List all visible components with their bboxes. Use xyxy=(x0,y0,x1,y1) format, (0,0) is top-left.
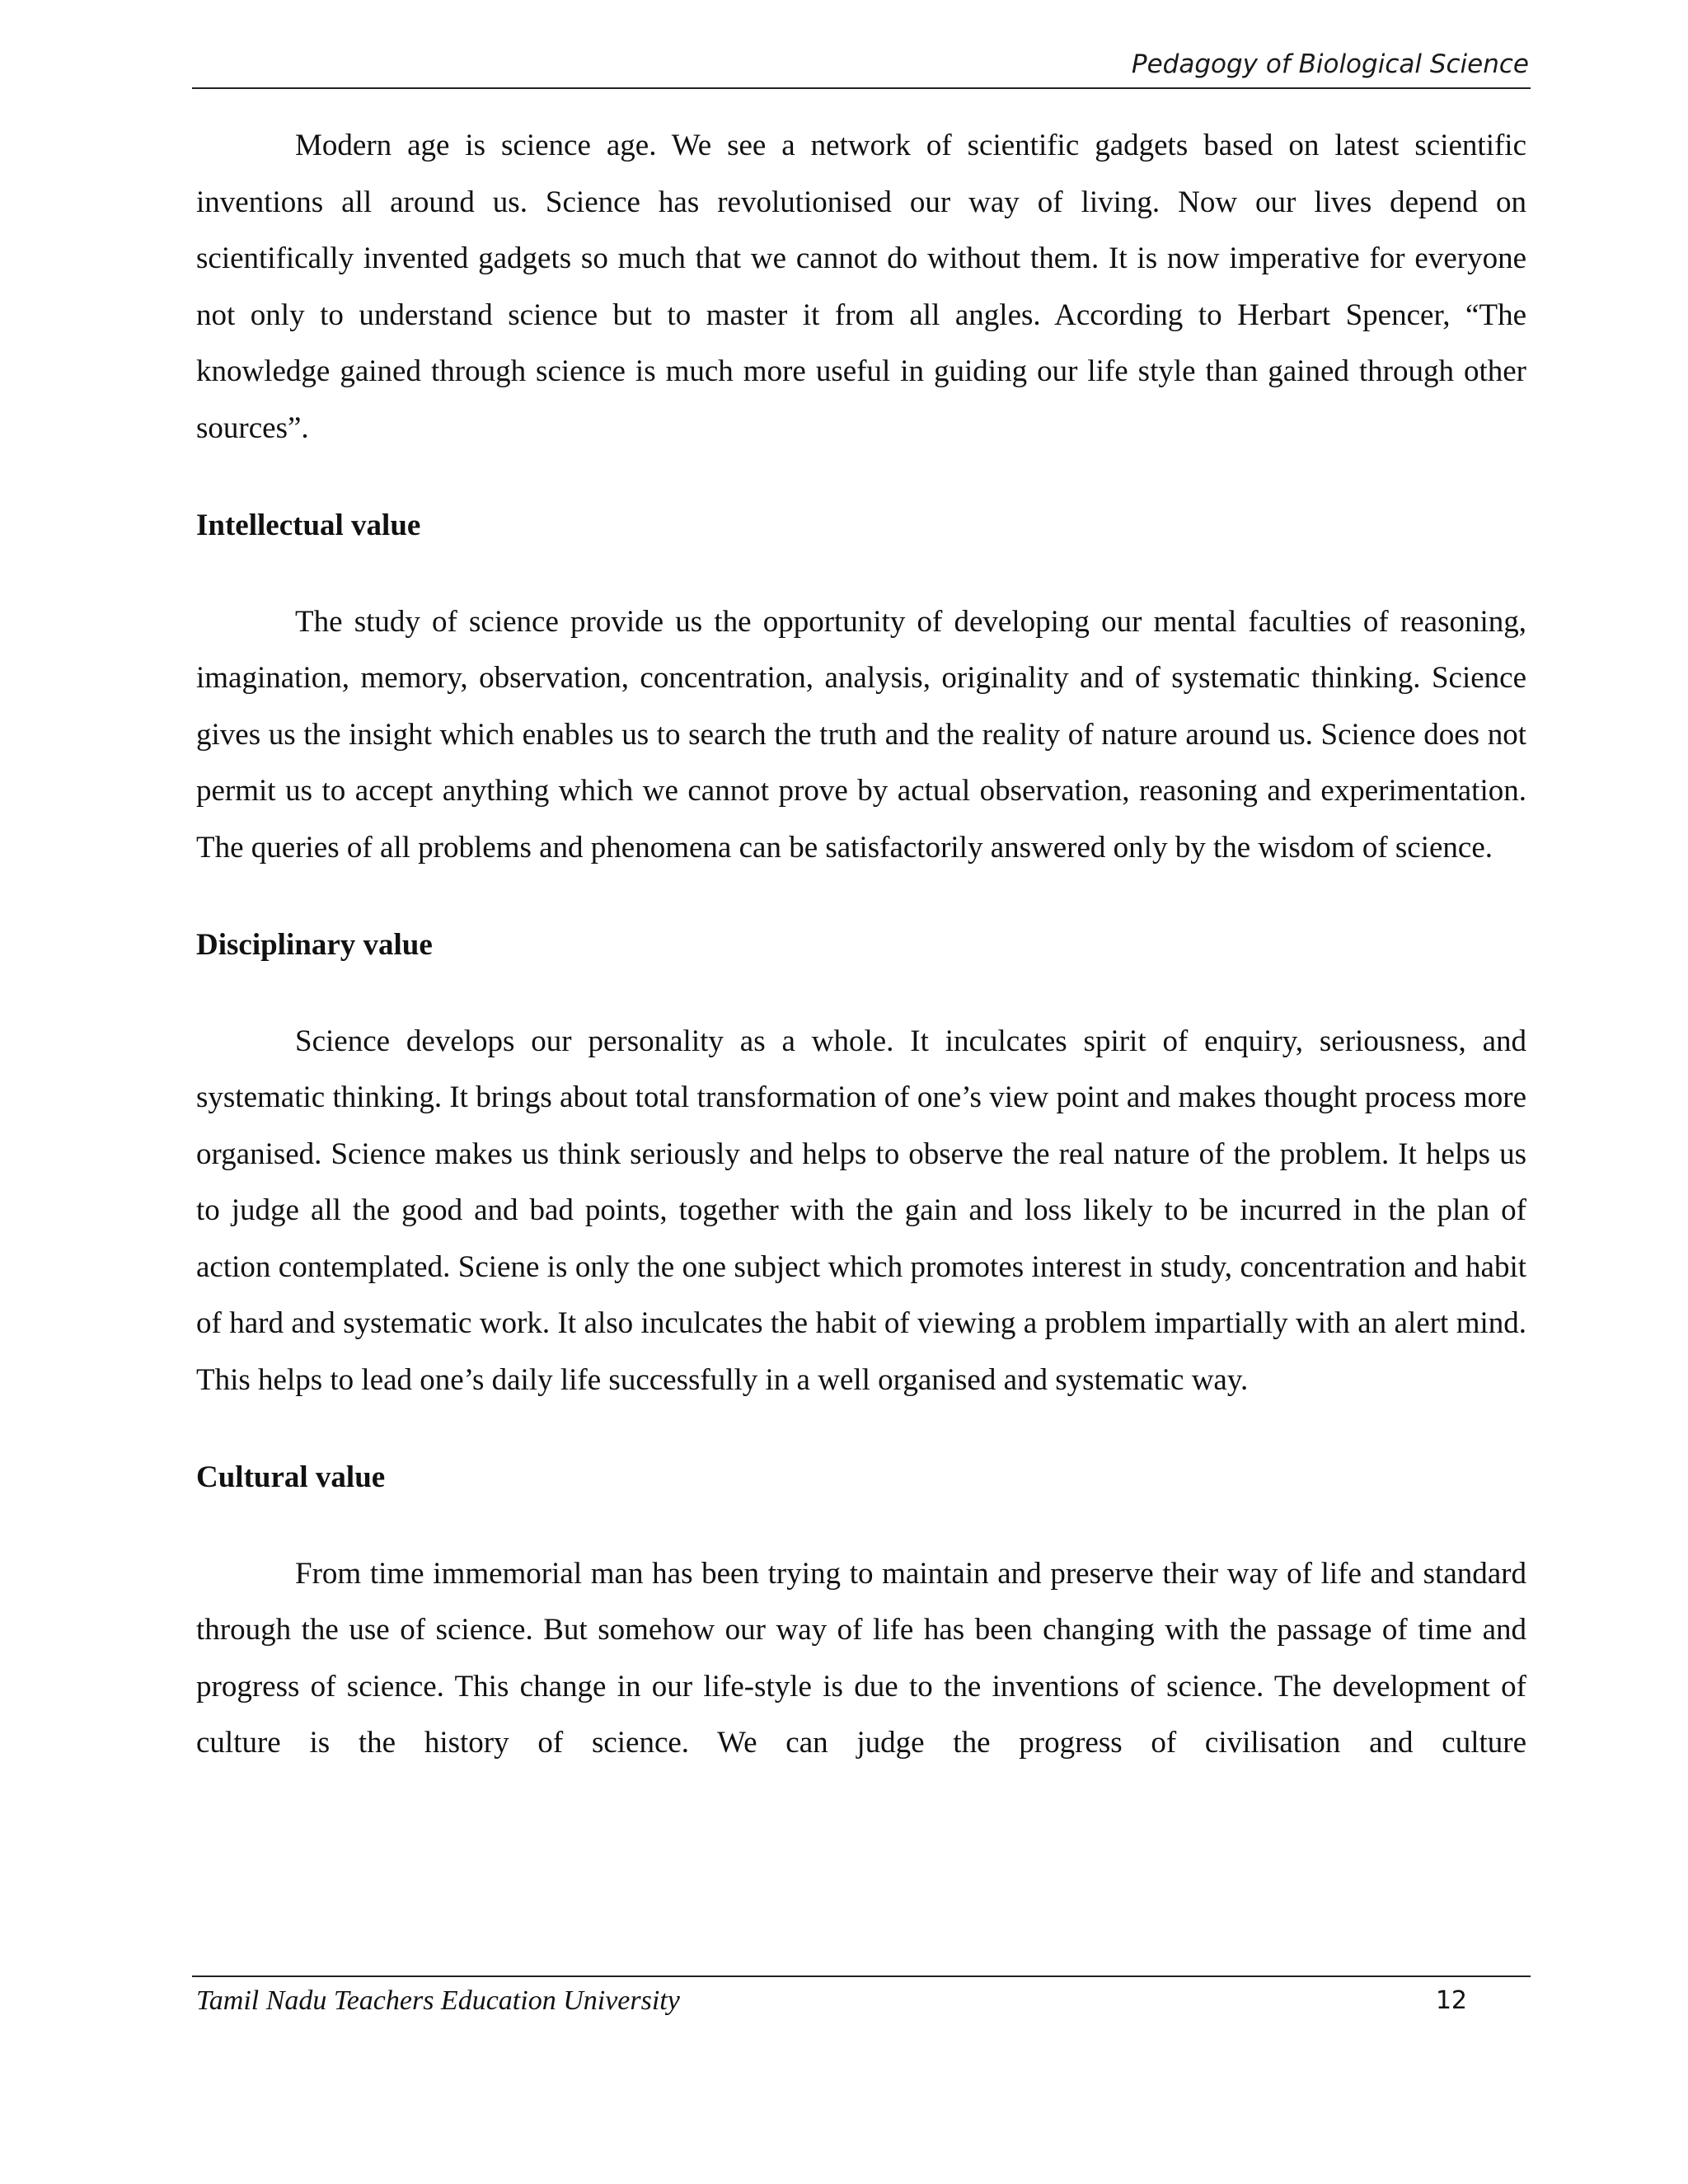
section-paragraph-intellectual: The study of science provide us the opportunity of developing our mental faculties of reasoning, imagination, memory, observation, concentration, analysis, originality and of systematic thinking. Science gives us the insight which enables us to search the truth and the reality of nature around us. Science does not permit us to accept anything which we cannot prove by actual observation, reasoning and experimentation. The queries of all problems and phenomena can be satisfactorily answered only by the wisdom of science. xyxy=(196,604,1526,865)
intro-paragraph: Modern age is science age. We see a network of scientific gadgets based on latest scientific inventions all around us. Science has revolutionised our way of living. Now our lives depend on scientifically invented gadgets so much that we cannot do without them. It is now imperative for everyone not only to understand science but to master it from all angles. According to Herbart Spencer, “The knowledge gained through science is much more useful in guiding our life style than gained through other sources”. xyxy=(196,129,1526,445)
spacer xyxy=(196,974,1526,1014)
footer-institution: Tamil Nadu Teachers Education University xyxy=(196,1985,680,2016)
footer-rule xyxy=(192,1975,1531,1977)
header-rule xyxy=(192,87,1531,89)
section-heading-intellectual: Intellectual value xyxy=(196,509,421,542)
section-heading-disciplinary: Disciplinary value xyxy=(196,928,433,962)
spacer xyxy=(196,1408,1526,1450)
spacer xyxy=(196,1507,1526,1546)
running-header: Pedagogy of Biological Science xyxy=(1131,49,1529,79)
spacer xyxy=(196,876,1526,917)
spacer xyxy=(196,457,1526,498)
page-body xyxy=(196,118,1526,1772)
page-number: 12 xyxy=(1435,1986,1467,2015)
section-paragraph-disciplinary: Science develops our personality as a whole. It inculcates spirit of enquiry, seriousness, and systematic thinking. It brings about total transformation of one’s view point and makes thought process more organised. Science makes us think seriously and helps to observe the real nature of the problem. It helps us to judge all the good and bad points, together with the gain and loss likely to be incurred in the plan of action contemplated. Sciene is only the one subject which promotes interest in study, concentration and habit of hard and systematic work. It also inculcates the habit of viewing a problem impartially with an alert mind. This helps to lead one’s daily life successfully in a well organised and systematic way. xyxy=(196,1024,1526,1397)
spacer xyxy=(196,555,1526,594)
section-paragraph-cultural: From time immemorial man has been trying to maintain and preserve their way of life and standard through the use of science. But somehow our way of life has been changing with the passage of time and progress of science. This change in our life-style is due to the inventions of science. The development of culture is the history of science. We can judge the progress of civilisation and culture xyxy=(196,1556,1526,1760)
section-heading-cultural: Cultural value xyxy=(196,1460,386,1494)
